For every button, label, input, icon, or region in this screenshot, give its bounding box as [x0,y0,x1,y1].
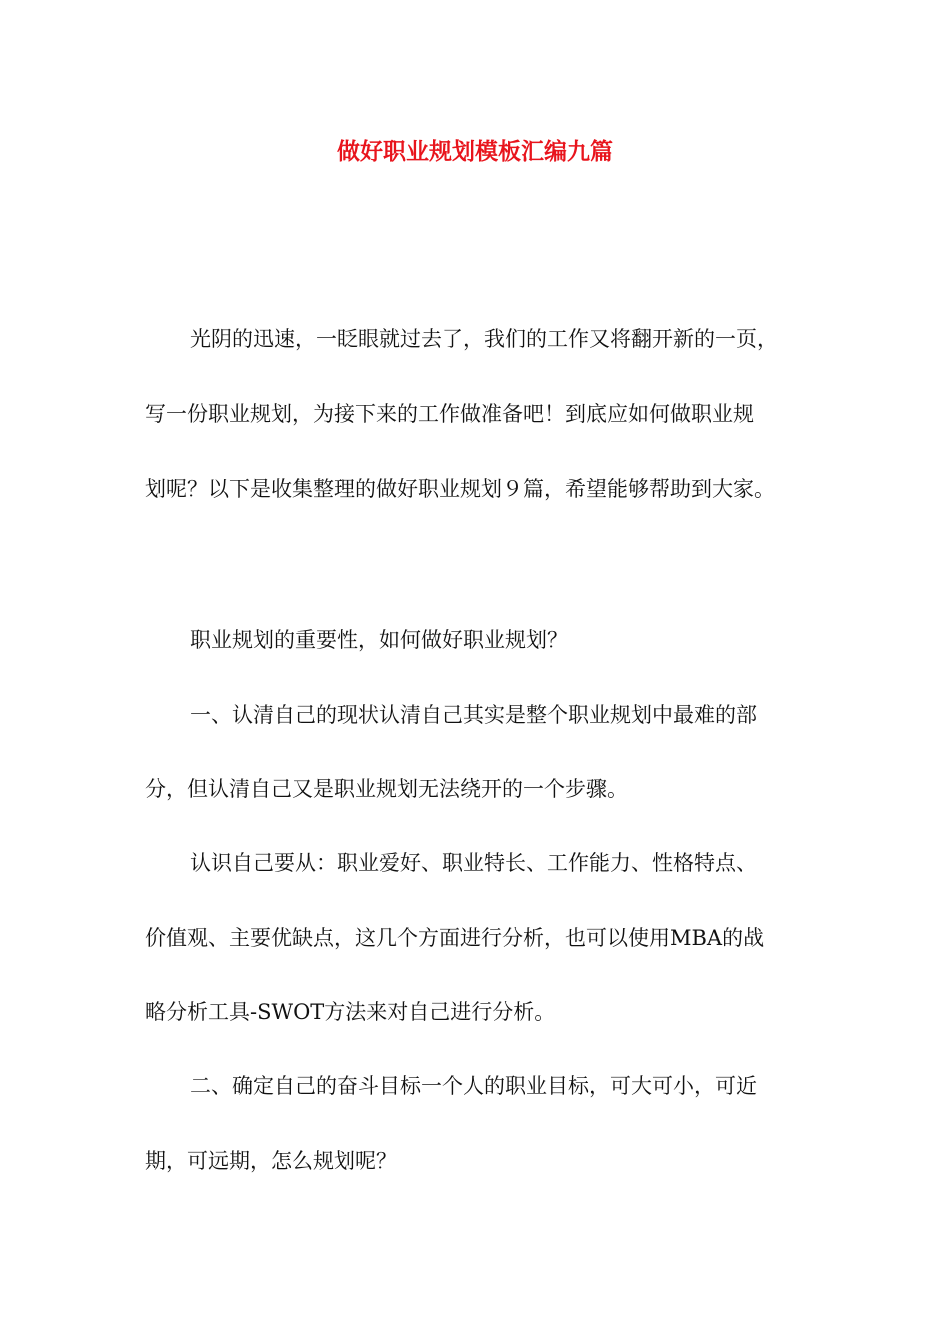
paragraph-line: 价值观、主要优缺点，这几个方面进行分析，也可以使用MBA的战 [145,926,765,950]
paragraph-line: 二、确定自己的奋斗目标一个人的职业目标，可大可小，可近 [190,1074,757,1098]
paragraph-line: 划呢？以下是收集整理的做好职业规划９篇，希望能够帮助到大家。 [145,477,775,501]
document-title: 做好职业规划模板汇编九篇 [337,139,613,165]
paragraph-line: 一、认清自己的现状认清自己其实是整个职业规划中最难的部 [190,703,757,727]
paragraph-line: 认识自己要从：职业爱好、职业特长、工作能力、性格特点、 [190,851,757,875]
paragraph-line: 职业规划的重要性，如何做好职业规划？ [190,628,568,652]
paragraph-line: 分，但认清自己又是职业规划无法绕开的一个步骤。 [145,777,628,801]
paragraph-line: 略分析工具-SWOT方法来对自己进行分析。 [145,1000,556,1024]
paragraph-line: 期，可远期，怎么规划呢？ [145,1149,397,1173]
paragraph-line: 写一份职业规划，为接下来的工作做准备吧！到底应如何做职业规 [145,402,754,426]
paragraph-line: 光阴的迅速，一眨眼就过去了，我们的工作又将翻开新的一页， [190,327,778,351]
